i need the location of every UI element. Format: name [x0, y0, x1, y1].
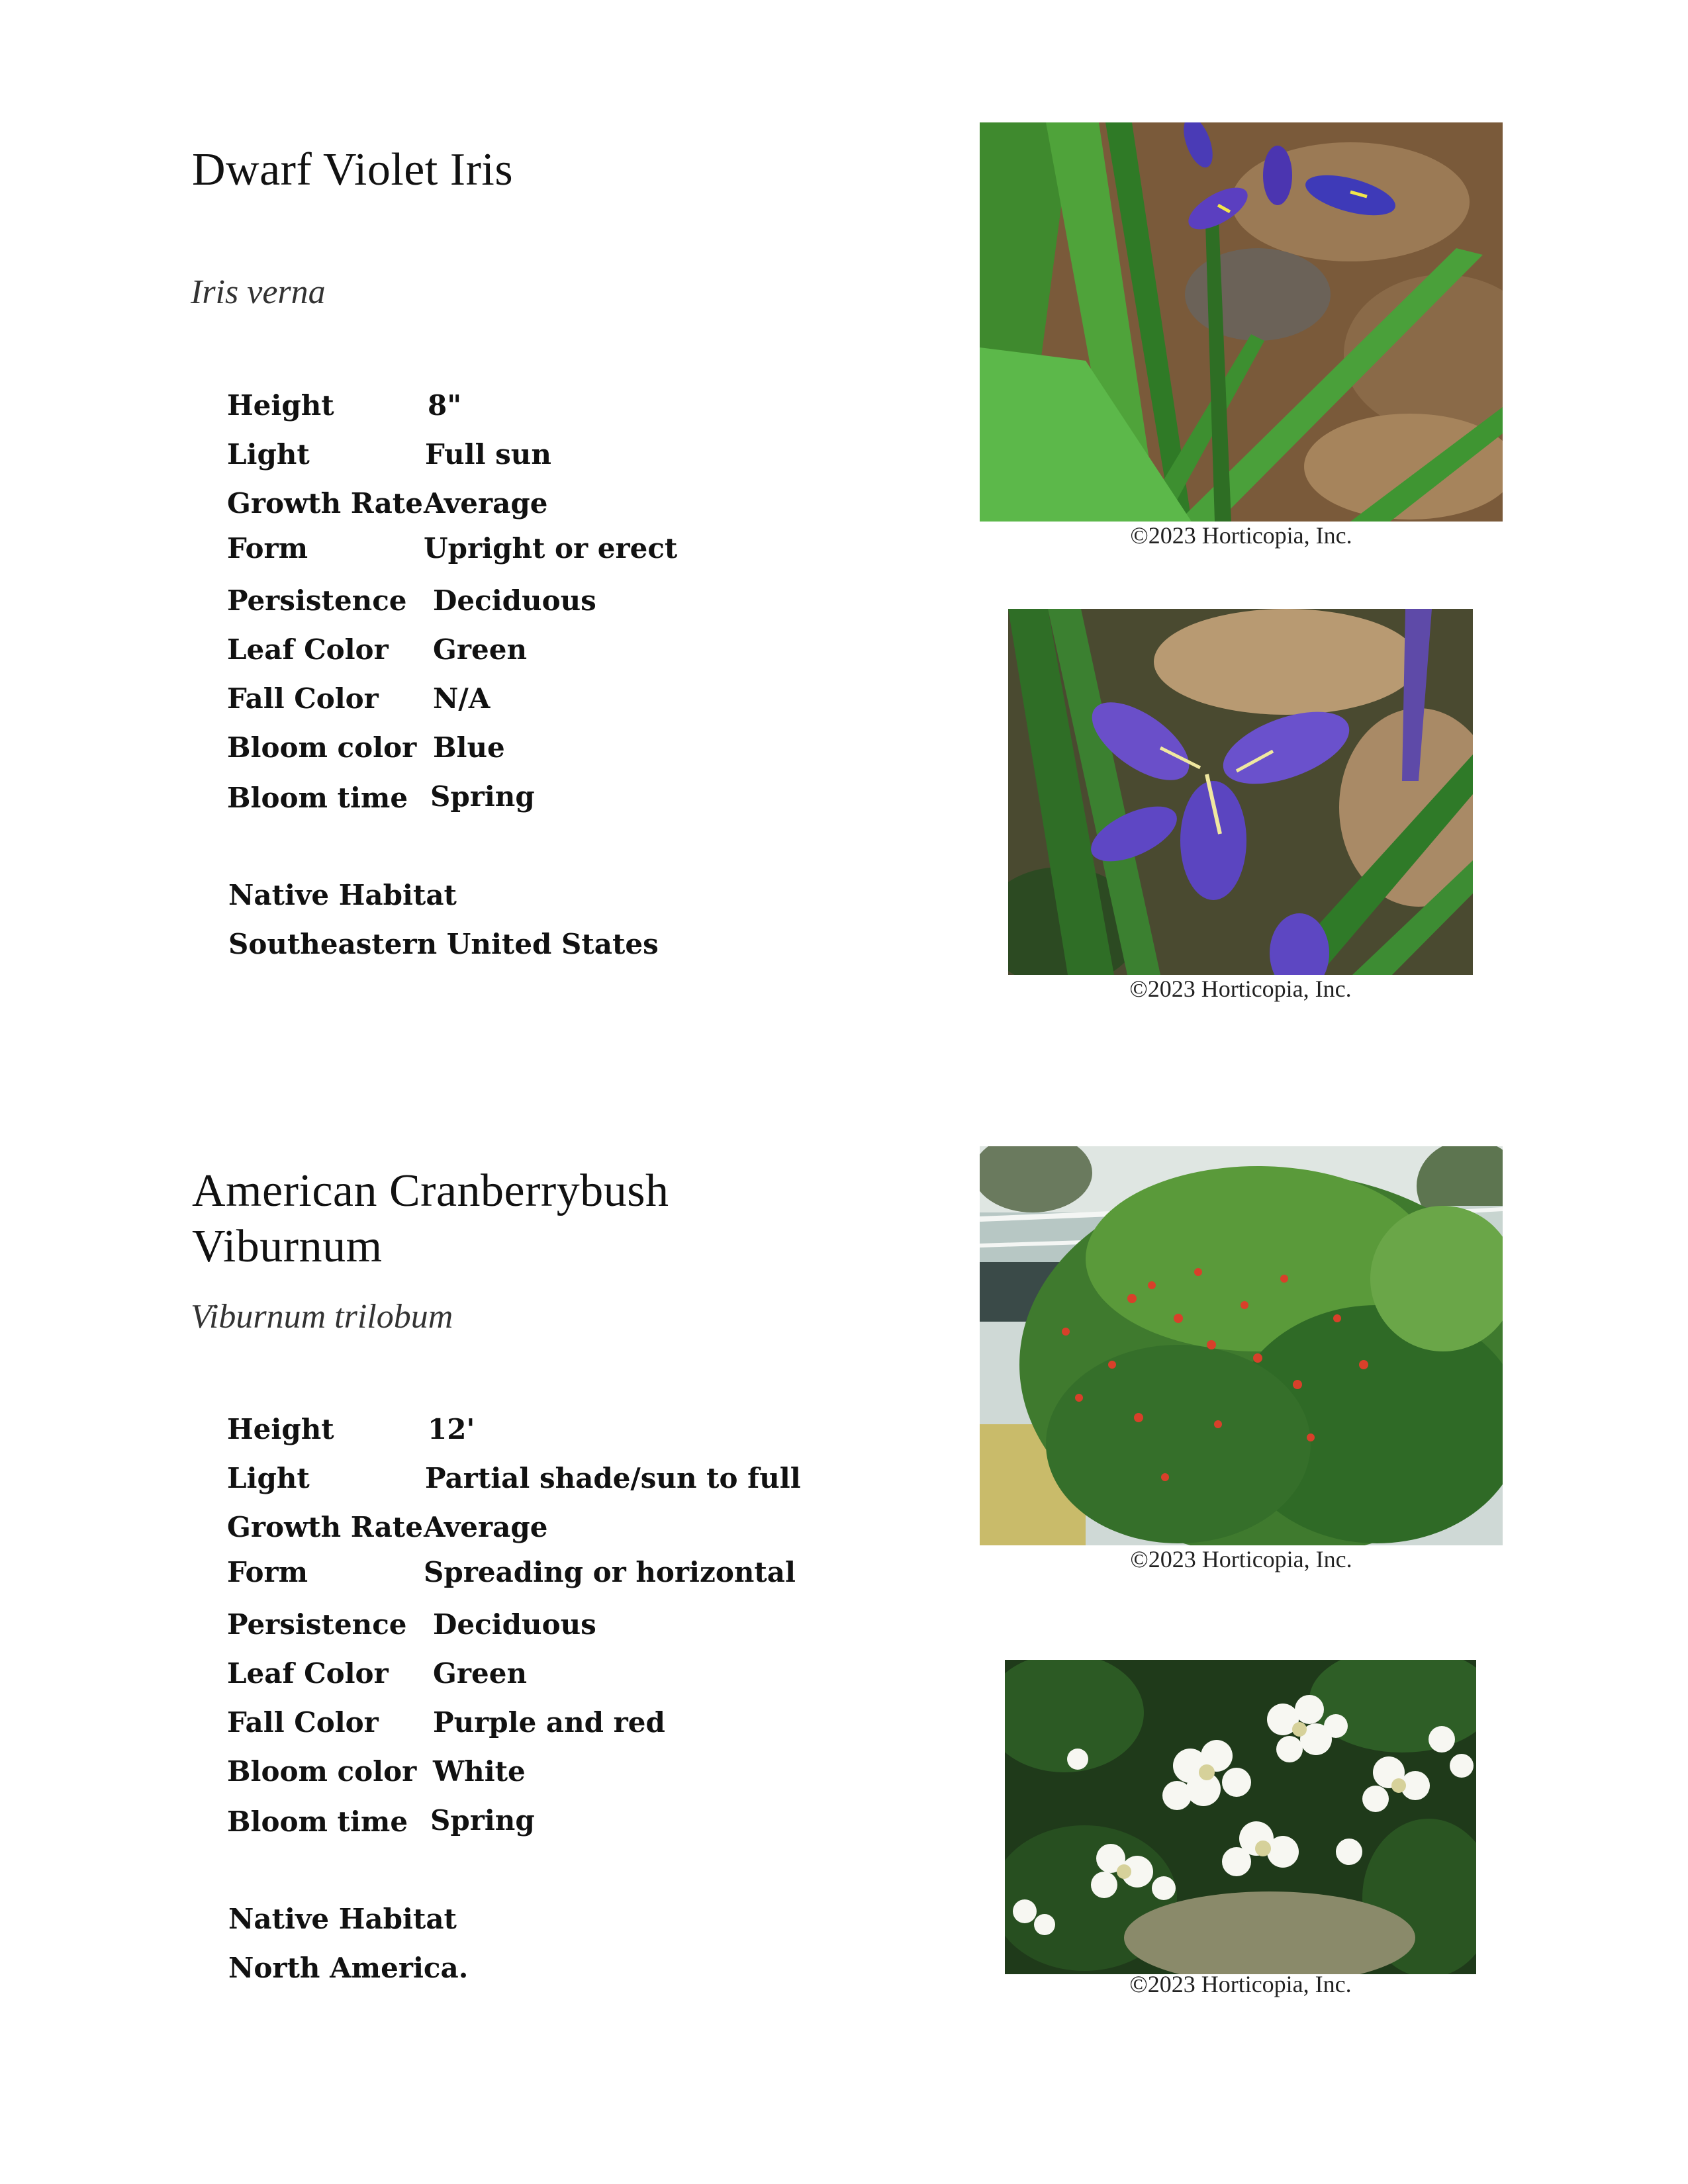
plant-1-common-name-line-1: Dwarf Violet Iris — [192, 144, 514, 195]
plant-2-native-habitat: North America. — [228, 1952, 469, 1984]
attr-value: Full sun — [425, 438, 551, 471]
attr-label: Height — [227, 389, 334, 422]
plant-1-native-habitat-label: Native Habitat — [228, 879, 457, 911]
attr-label: Fall Color — [227, 1706, 379, 1739]
attr-value: N/A — [433, 682, 491, 715]
attr-label: Light — [227, 438, 310, 471]
attr-value: Spring — [430, 780, 535, 813]
plant-2-native-habitat-label: Native Habitat — [228, 1903, 457, 1935]
attr-value: Partial shade/sun to full — [425, 1462, 801, 1494]
attr-label: Bloom color — [227, 731, 417, 764]
attr-value: Average — [424, 487, 548, 520]
attr-value: Spring — [430, 1804, 535, 1837]
plant-2-photo-1 — [980, 1146, 1503, 1545]
attr-label: Height — [227, 1413, 334, 1445]
plant-2-common-name — [192, 1163, 669, 1275]
attr-label: Light — [227, 1462, 310, 1494]
plant-1-common-name — [192, 142, 513, 198]
attr-label: Persistence — [227, 584, 407, 617]
attr-value: Spreading or horizontal — [424, 1556, 796, 1588]
attr-value: 8" — [428, 389, 462, 422]
attr-value: Deciduous — [433, 584, 596, 617]
attr-value: White — [433, 1755, 526, 1788]
attr-value: Purple and red — [433, 1706, 665, 1739]
plant-1-photo-1-credit: ©2023 Horticopia, Inc. — [1130, 522, 1352, 549]
attr-value: Blue — [433, 731, 505, 764]
attr-label: Bloom time — [227, 782, 408, 814]
attr-label: Bloom time — [227, 1805, 408, 1838]
plant-2-common-name-line-2: Viburnum — [192, 1221, 383, 1272]
attr-value: 12' — [428, 1413, 475, 1445]
attr-label: Growth Rate — [227, 487, 423, 520]
plant-1-photo-2-credit: ©2023 Horticopia, Inc. — [1129, 976, 1352, 1002]
plant-2-photo-2 — [1005, 1660, 1476, 1974]
attr-label: Leaf Color — [227, 1657, 389, 1690]
attr-label: Form — [227, 1556, 308, 1588]
attr-value: Green — [433, 633, 527, 666]
plant-1-photo-1 — [980, 122, 1503, 522]
plant-1-native-habitat: Southeastern United States — [228, 928, 659, 960]
attr-label: Leaf Color — [227, 633, 389, 666]
plant-2-common-name-line-1: American Cranberrybush — [192, 1165, 669, 1216]
plant-2-photo-1-credit: ©2023 Horticopia, Inc. — [1130, 1546, 1352, 1572]
plant-1-photo-2 — [1008, 609, 1473, 975]
attr-value: Deciduous — [433, 1608, 596, 1641]
plant-2-scientific-name: Viburnum trilobum — [191, 1298, 453, 1336]
attr-value: Green — [433, 1657, 527, 1690]
attr-value: Average — [424, 1511, 548, 1543]
attr-label: Persistence — [227, 1608, 407, 1641]
attr-value: Upright or erect — [424, 532, 678, 565]
attr-label: Growth Rate — [227, 1511, 423, 1543]
plant-2-photo-2-credit: ©2023 Horticopia, Inc. — [1129, 1971, 1352, 1997]
attr-label: Fall Color — [227, 682, 379, 715]
plant-1-scientific-name: Iris verna — [191, 273, 326, 311]
attr-label: Form — [227, 532, 308, 565]
attr-label: Bloom color — [227, 1755, 417, 1788]
